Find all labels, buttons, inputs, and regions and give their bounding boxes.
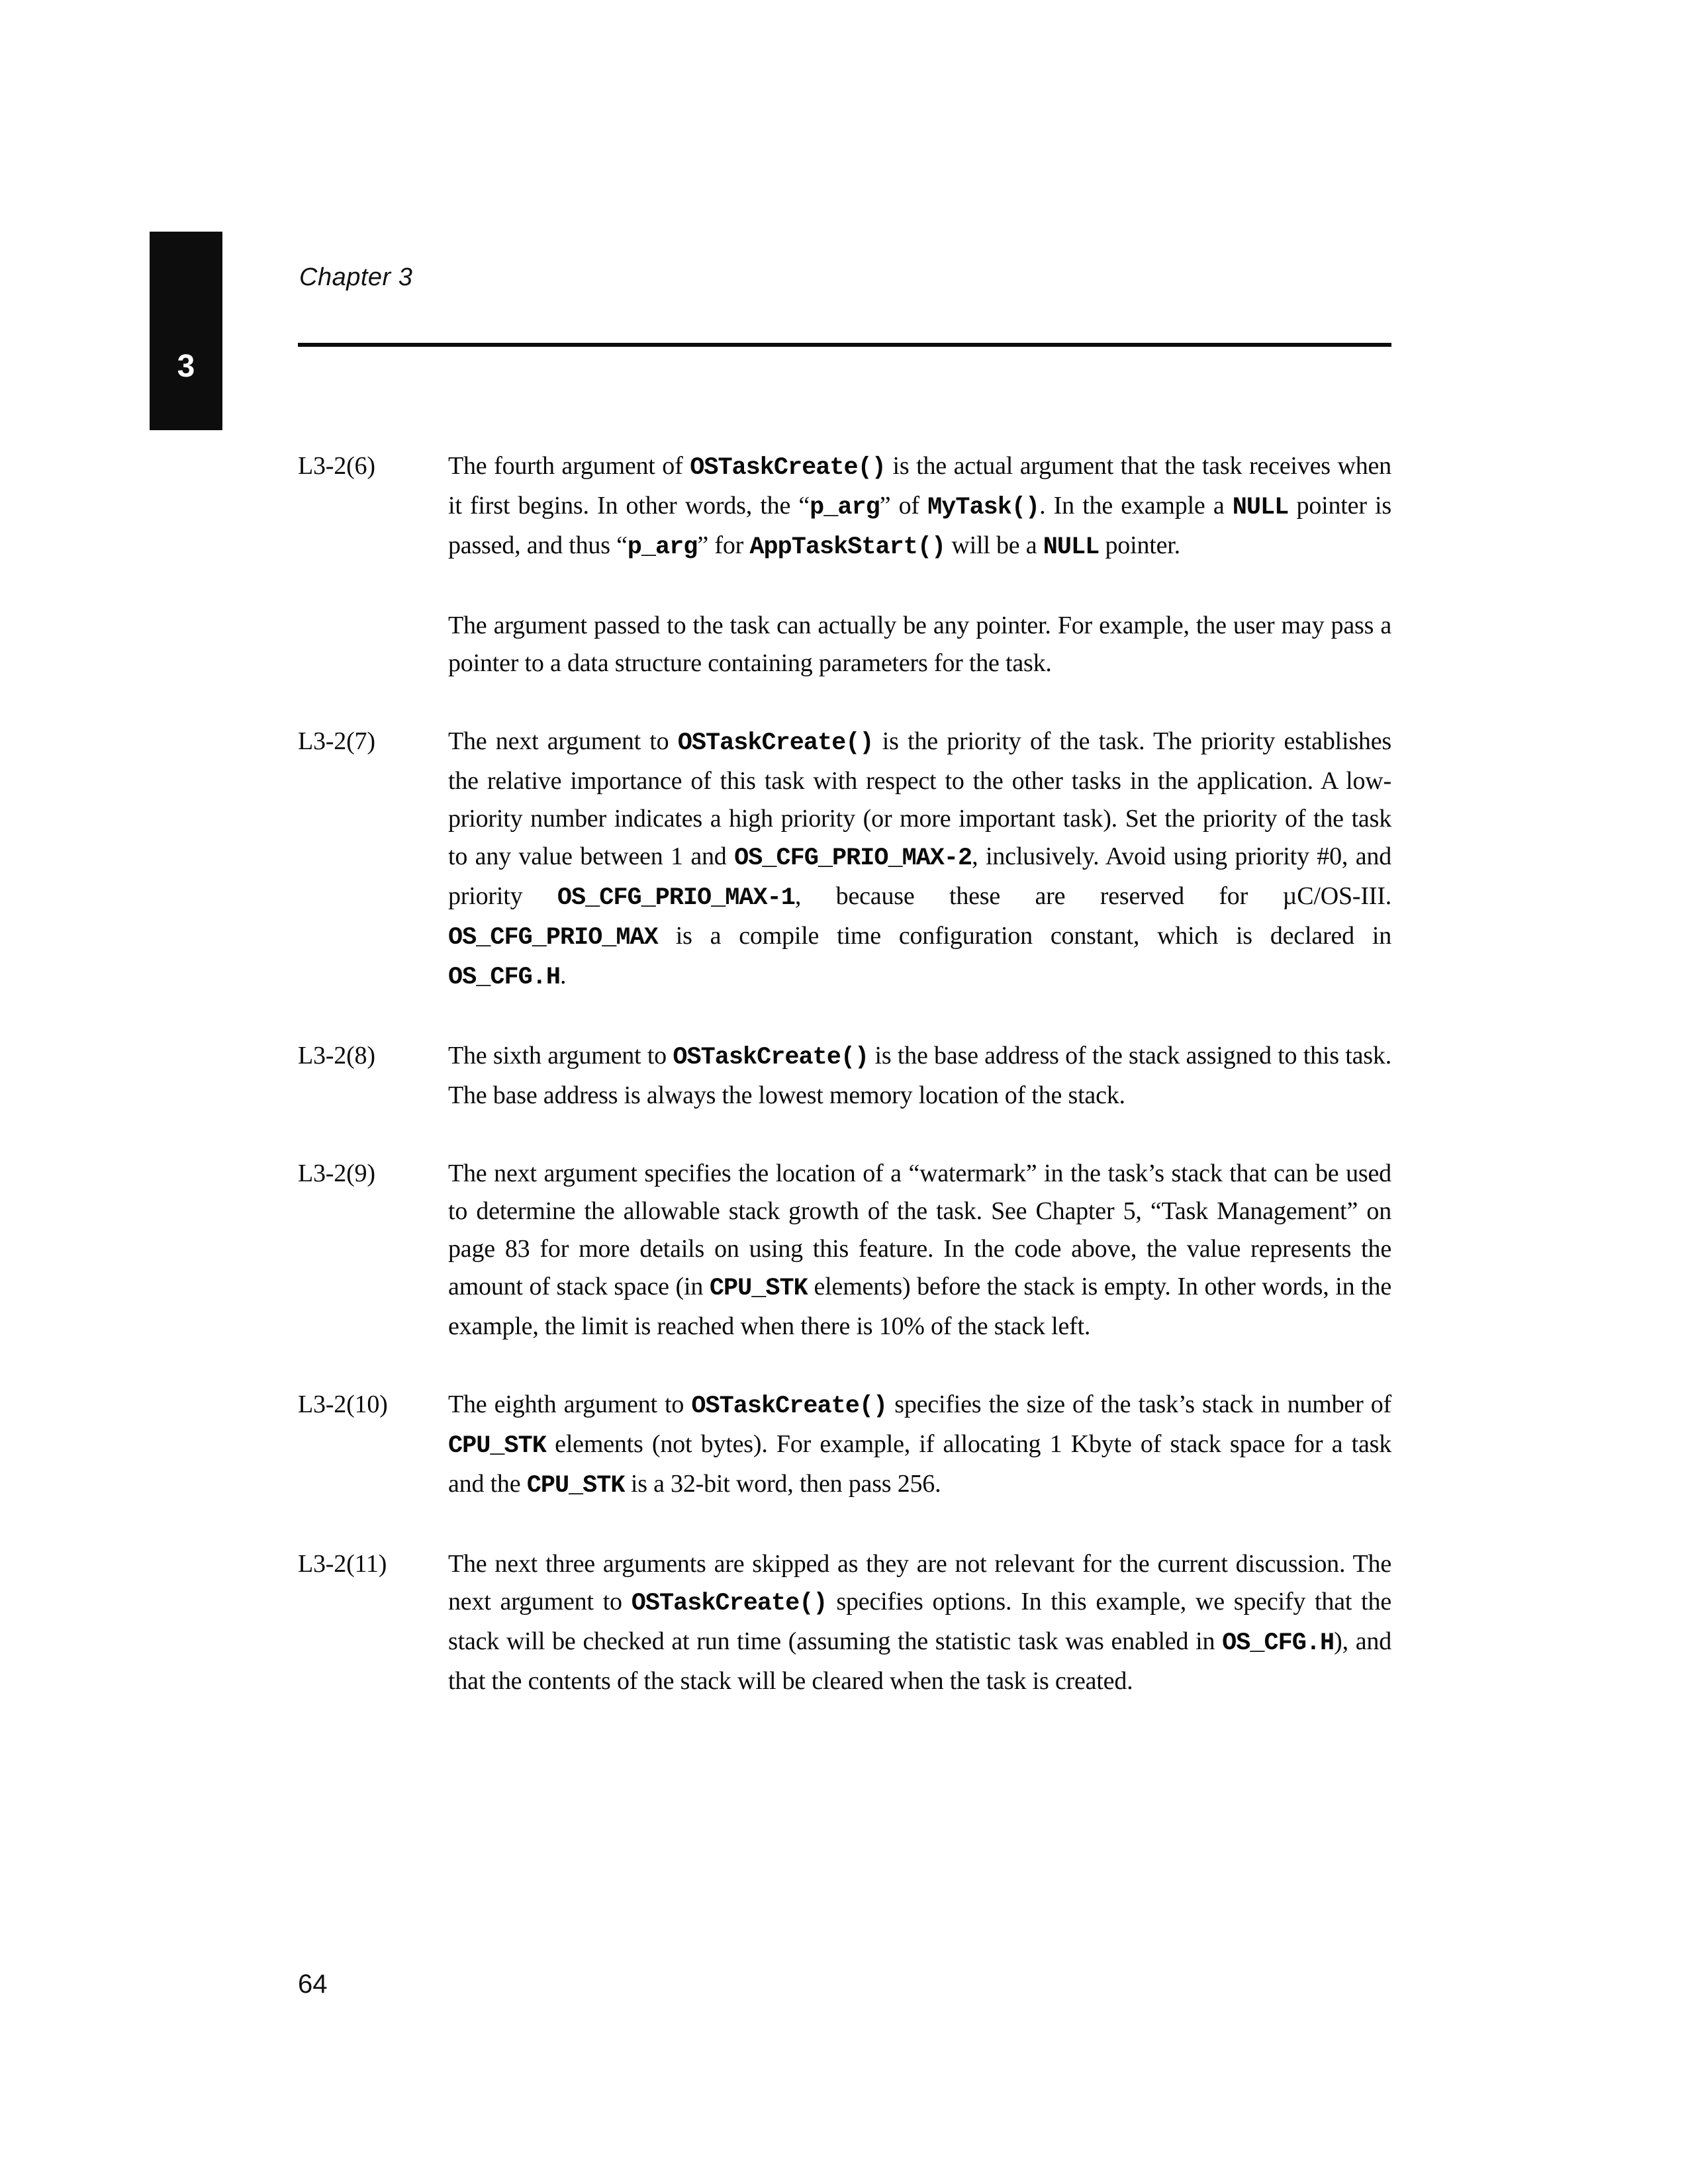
inline-code: p_arg xyxy=(627,533,698,561)
body-text: The next argument specifies the location of a “watermark” in the task’s stack that can be used to determine the allowable stack growth of the task. See Chapter 5, “Task Management” on page 83 for more details on using this feature. In the code above, the value represents the amount of stack space (in xyxy=(448,1160,1391,1300)
body-text: specifies options. In this example, we specify that the stack will be checked at run time (assuming the statistic task was enabled in xyxy=(448,1588,1391,1655)
inline-code: OS_CFG.H xyxy=(1222,1629,1335,1657)
body-text: The argument passed to the task can actually be any pointer. For example, the user may pass a pointer to a data structure containing parameters for the task. xyxy=(448,612,1391,677)
inline-code: OS_CFG.H xyxy=(448,964,560,991)
inline-code: OSTaskCreate() xyxy=(677,729,874,757)
body-text: ), and that the contents of the stack will be cleared when the task is created. xyxy=(448,1627,1392,1695)
body-text: . In the example a xyxy=(1039,492,1233,520)
body-text: pointer is passed, and thus “ xyxy=(448,492,1391,559)
page-number: 64 xyxy=(298,1970,328,1999)
body-text: is the base address of the stack assigned to this task. The base address is always the lowest memory location of the stack. xyxy=(448,1042,1391,1109)
chapter-tab-number: 3 xyxy=(177,349,195,384)
body-text: The sixth argument to xyxy=(448,1042,673,1069)
body-text: , inclusively. Avoid using priority #0, and priority xyxy=(448,842,1391,910)
paragraph xyxy=(298,1386,1391,1505)
body-text: elements (not bytes). For example, if allocating 1 Kbyte of stack space for a task and the xyxy=(448,1430,1391,1498)
inline-code: NULL xyxy=(1232,494,1289,522)
paragraph-text xyxy=(448,1037,1391,1115)
inline-code: AppTaskStart() xyxy=(749,533,946,561)
paragraph xyxy=(298,447,1391,567)
paragraph-label: L3-2(10) xyxy=(298,1390,388,1418)
body-text: is a 32-bit word, then pass 256. xyxy=(624,1470,941,1498)
paragraph-label: L3-2(11) xyxy=(298,1550,387,1578)
inline-code: OSTaskCreate() xyxy=(631,1590,827,1617)
inline-code: OSTaskCreate() xyxy=(691,1392,888,1420)
paragraph-label: L3-2(7) xyxy=(298,727,375,755)
inline-code: OS_CFG_PRIO_MAX xyxy=(448,924,658,952)
inline-code: OS_CFG_PRIO_MAX-2 xyxy=(734,844,972,872)
paragraph-text xyxy=(448,447,1391,567)
body-text: ” of xyxy=(879,492,928,520)
paragraph-text xyxy=(448,723,1391,997)
inline-code: CPU_STK xyxy=(448,1432,546,1460)
body-text: ” for xyxy=(697,531,750,559)
paragraph xyxy=(298,1037,1391,1115)
body-text: pointer. xyxy=(1099,531,1180,559)
paragraph xyxy=(298,1545,1391,1700)
paragraph-text xyxy=(448,607,1391,682)
paragraph-label xyxy=(298,607,448,682)
inline-code: MyTask() xyxy=(927,494,1040,522)
inline-code: p_arg xyxy=(810,494,880,522)
chapter-tab xyxy=(150,232,222,430)
paragraph-label: L3-2(9) xyxy=(298,1160,375,1187)
body-text: is the actual argument that the task receives when it first begins. In other words, the “ xyxy=(448,452,1391,520)
paragraph-label: L3-2(6) xyxy=(298,452,375,480)
inline-code: OSTaskCreate() xyxy=(673,1044,869,1071)
paragraph xyxy=(298,723,1391,997)
paragraph xyxy=(298,1155,1391,1345)
body-text: , because these are reserved for µC/OS-III. xyxy=(794,882,1391,910)
body-text: The eighth argument to xyxy=(448,1390,692,1418)
body-text: will be a xyxy=(945,531,1043,559)
inline-code: CPU_STK xyxy=(526,1472,625,1500)
paragraph-text xyxy=(448,1155,1391,1345)
body-text: . xyxy=(559,962,567,989)
chapter-header: Chapter 3 xyxy=(299,263,413,291)
inline-code: OSTaskCreate() xyxy=(690,454,886,482)
paragraph-label: L3-2(8) xyxy=(298,1042,375,1069)
body-text: specifies the size of the task’s stack in number of xyxy=(887,1390,1391,1418)
paragraph-list xyxy=(298,447,1391,1700)
header-rule xyxy=(298,343,1391,347)
inline-code: CPU_STK xyxy=(709,1275,808,1302)
inline-code: NULL xyxy=(1043,533,1100,561)
body-text: The next argument to xyxy=(448,727,678,755)
body-text: is the priority of the task. The priority establishes the relative importance of this task with respect to the other tasks in the application. A low-priority number indicates a high priority (or more important task). Set the priority of the task to any value between 1 and xyxy=(448,727,1391,870)
paragraph-text xyxy=(448,1386,1391,1505)
body-text: The fourth argument of xyxy=(448,452,690,480)
body-text: elements) before the stack is empty. In other words, in the example, the limit is reached when there is 10% of the stack left. xyxy=(448,1273,1391,1340)
body-text: The next three arguments are skipped as they are not relevant for the current discussion. The next argument to xyxy=(448,1550,1391,1615)
body-text: is a compile time configuration constant, which is declared in xyxy=(657,922,1391,950)
inline-code: OS_CFG_PRIO_MAX-1 xyxy=(557,884,795,912)
paragraph xyxy=(298,607,1391,682)
paragraph-text xyxy=(448,1545,1391,1700)
